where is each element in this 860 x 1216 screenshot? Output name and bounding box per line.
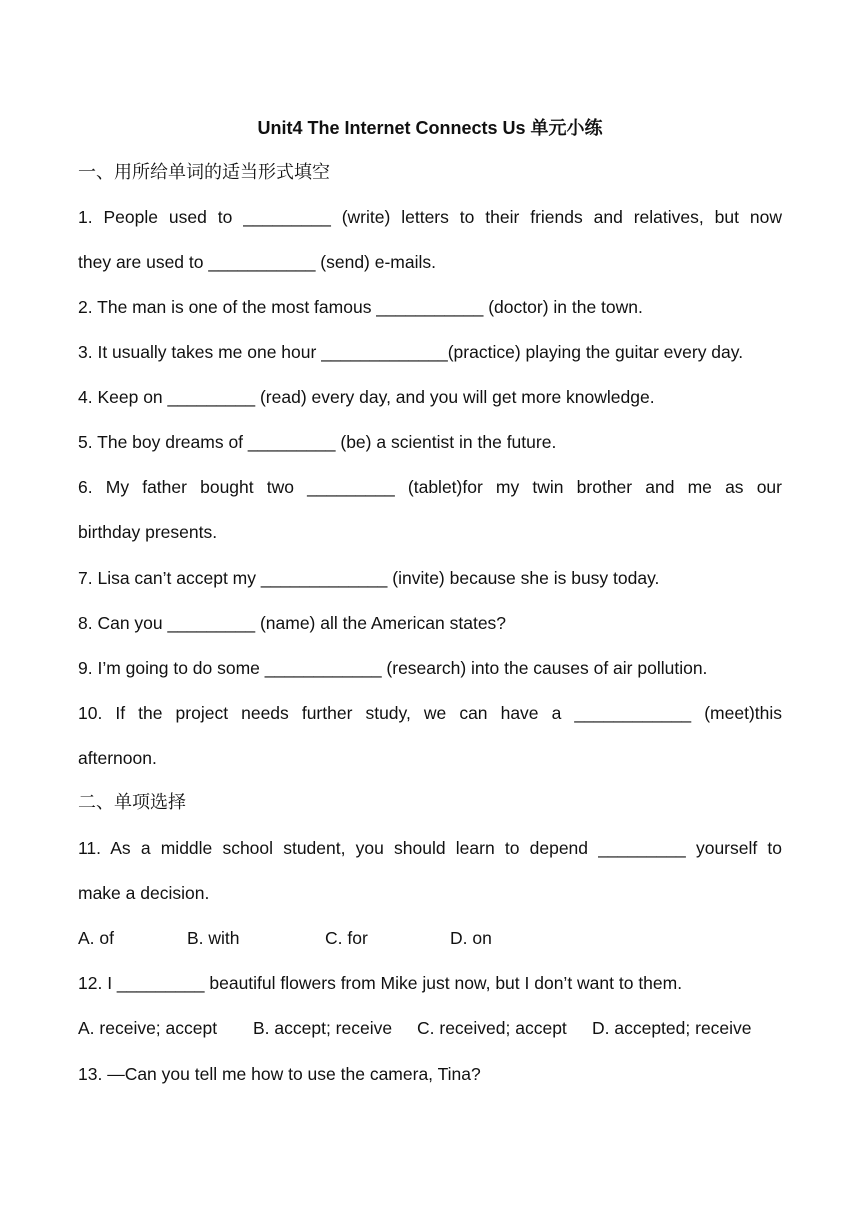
question-3: 3. It usually takes me one hour _____________(practice) playing the guitar every day.: [78, 342, 744, 362]
question-1-line-2: they are used to ___________ (send) e-mails.: [78, 252, 437, 272]
section-heading-multiple-choice: 二、单项选择: [78, 792, 186, 812]
question-11-line-2: make a decision.: [78, 883, 210, 903]
question-11-line-1: 11. As a middle school student, you should learn to depend _________ yourself to: [78, 838, 782, 858]
question-10-line-2: afternoon.: [78, 748, 157, 768]
question-11-option-b: B. with: [187, 928, 240, 948]
question-8: 8. Can you _________ (name) all the American states?: [78, 613, 507, 633]
question-6-line-2: birthday presents.: [78, 522, 218, 542]
question-12-option-a: A. receive; accept: [78, 1018, 218, 1038]
question-9: 9. I’m going to do some ____________ (research) into the causes of air pollution.: [78, 658, 708, 678]
question-12-option-b: B. accept; receive: [253, 1018, 393, 1038]
question-7: 7. Lisa can’t accept my _____________ (invite) because she is busy today.: [78, 568, 660, 588]
question-10-line-1: 10. If the project needs further study, we can have a ____________ (meet)this: [78, 703, 782, 723]
question-5: 5. The boy dreams of _________ (be) a scientist in the future.: [78, 432, 557, 452]
question-11-options: [78, 926, 782, 950]
question-13: 13. —Can you tell me how to use the camera, Tina?: [78, 1064, 481, 1084]
question-12-option-d: D. accepted; receive: [592, 1018, 752, 1038]
question-12-options: [78, 1016, 782, 1040]
question-1-line-1: 1. People used to _________ (write) letters to their friends and relatives, but now: [78, 207, 782, 227]
question-11-option-a: A. of: [78, 928, 114, 948]
question-4: 4. Keep on _________ (read) every day, and you will get more knowledge.: [78, 387, 655, 407]
section-heading-fill-in: 一、用所给单词的适当形式填空: [78, 162, 330, 182]
question-11-option-d: D. on: [450, 928, 492, 948]
page-title: Unit4 The Internet Connects Us 单元小练: [257, 118, 603, 138]
question-2: 2. The man is one of the most famous ___________ (doctor) in the town.: [78, 297, 643, 317]
question-12-option-c: C. received; accept: [417, 1018, 567, 1038]
question-6-line-1: 6. My father bought two _________ (tablet)for my twin brother and me as our: [78, 477, 782, 497]
question-11-option-c: C. for: [325, 928, 368, 948]
question-12: 12. I _________ beautiful flowers from Mike just now, but I don’t want to them.: [78, 973, 683, 993]
